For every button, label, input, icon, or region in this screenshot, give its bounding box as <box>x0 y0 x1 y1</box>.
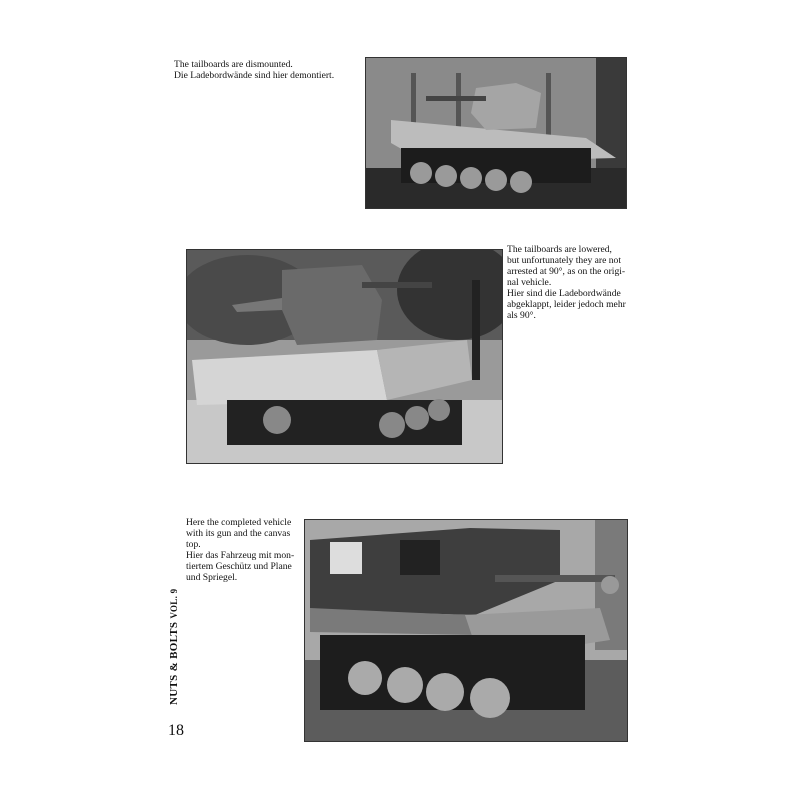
caption-line: but unfortunately they are not <box>507 255 622 266</box>
caption-line: with its gun and the canvas <box>186 528 291 539</box>
caption-line: Hier sind die Ladebordwände <box>507 288 621 299</box>
caption-line: und Spriegel. <box>186 572 238 583</box>
page-number: 18 <box>168 722 184 739</box>
volume-label: VOL. 9 <box>169 588 179 619</box>
caption-line: Hier das Fahrzeug mit mon- <box>186 550 295 561</box>
caption-line: top. <box>186 539 201 550</box>
photo-vehicle-tailboards-lowered <box>186 249 503 464</box>
running-title <box>168 589 180 705</box>
caption-photo-1 <box>174 59 334 81</box>
caption-line: Here the completed vehicle <box>186 517 292 528</box>
caption-line: Die Ladebordwände sind hier demontiert. <box>174 70 335 81</box>
caption-line: tiertem Geschütz und Plane <box>186 561 292 572</box>
caption-line: abgeklappt, leider jedoch mehr <box>507 299 626 310</box>
photo-vehicle-completed-canvas-top <box>304 519 628 742</box>
photo-vehicle-tailboards-dismounted <box>365 57 627 209</box>
caption-line: als 90°. <box>507 310 536 321</box>
caption-line: The tailboards are dismounted. <box>174 59 293 70</box>
caption-line: The tailboards are lowered, <box>507 244 612 255</box>
caption-line: arrested at 90°, as on the origi- <box>507 266 626 277</box>
caption-photo-3 <box>186 517 294 583</box>
caption-photo-2 <box>507 244 626 321</box>
series-title: NUTS & BOLTS <box>168 621 180 705</box>
caption-line: nal vehicle. <box>507 277 552 288</box>
